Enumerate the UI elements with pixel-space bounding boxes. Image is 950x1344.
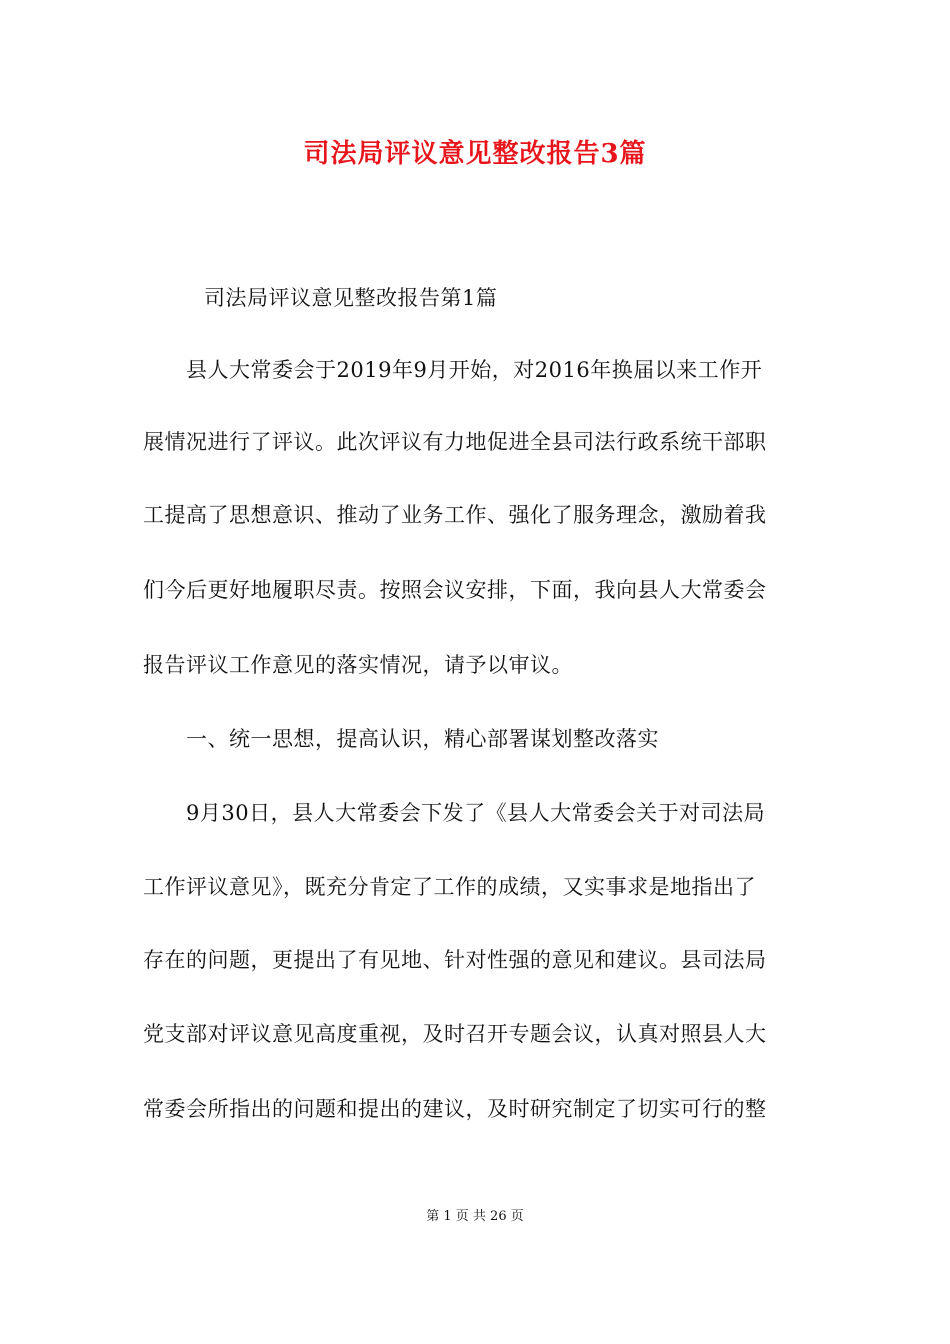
paragraph-line: 常委会所指出的问题和提出的建议，及时研究制定了切实可行的整: [143, 1097, 767, 1121]
paragraph-line: 们今后更好地履职尽责。按照会议安排，下面，我向县人大常委会: [143, 578, 767, 602]
page-number-footer: 第 1 页 共 26 页: [426, 1209, 524, 1224]
section-heading: 一、统一思想，提高认识，精心部署谋划整改落实: [186, 727, 659, 751]
paragraph-line: 县人大常委会于2019年9月开始，对2016年换届以来工作开: [186, 358, 763, 382]
paragraph-line: 展情况进行了评议。此次评议有力地促进全县司法行政系统干部职: [143, 430, 767, 454]
section-subheading: 司法局评议意见整改报告第1篇: [204, 286, 498, 310]
document-title: 司法局评议意见整改报告3篇: [303, 139, 647, 169]
paragraph-line: 工作评议意见》，既充分肯定了工作的成绩，又实事求是地指出了: [143, 875, 756, 899]
paragraph-line: 9月30日，县人大常委会下发了《县人大常委会关于对司法局: [186, 801, 766, 825]
paragraph-line: 存在的问题，更提出了有见地、针对性强的意见和建议。县司法局: [143, 948, 767, 972]
paragraph-line: 报告评议工作意见的落实情况，请予以审议。: [143, 653, 573, 677]
paragraph-line: 党支部对评议意见高度重视，及时召开专题会议，认真对照县人大: [143, 1022, 767, 1046]
paragraph-line: 工提高了思想意识、推动了业务工作、强化了服务理念，激励着我: [143, 503, 767, 527]
